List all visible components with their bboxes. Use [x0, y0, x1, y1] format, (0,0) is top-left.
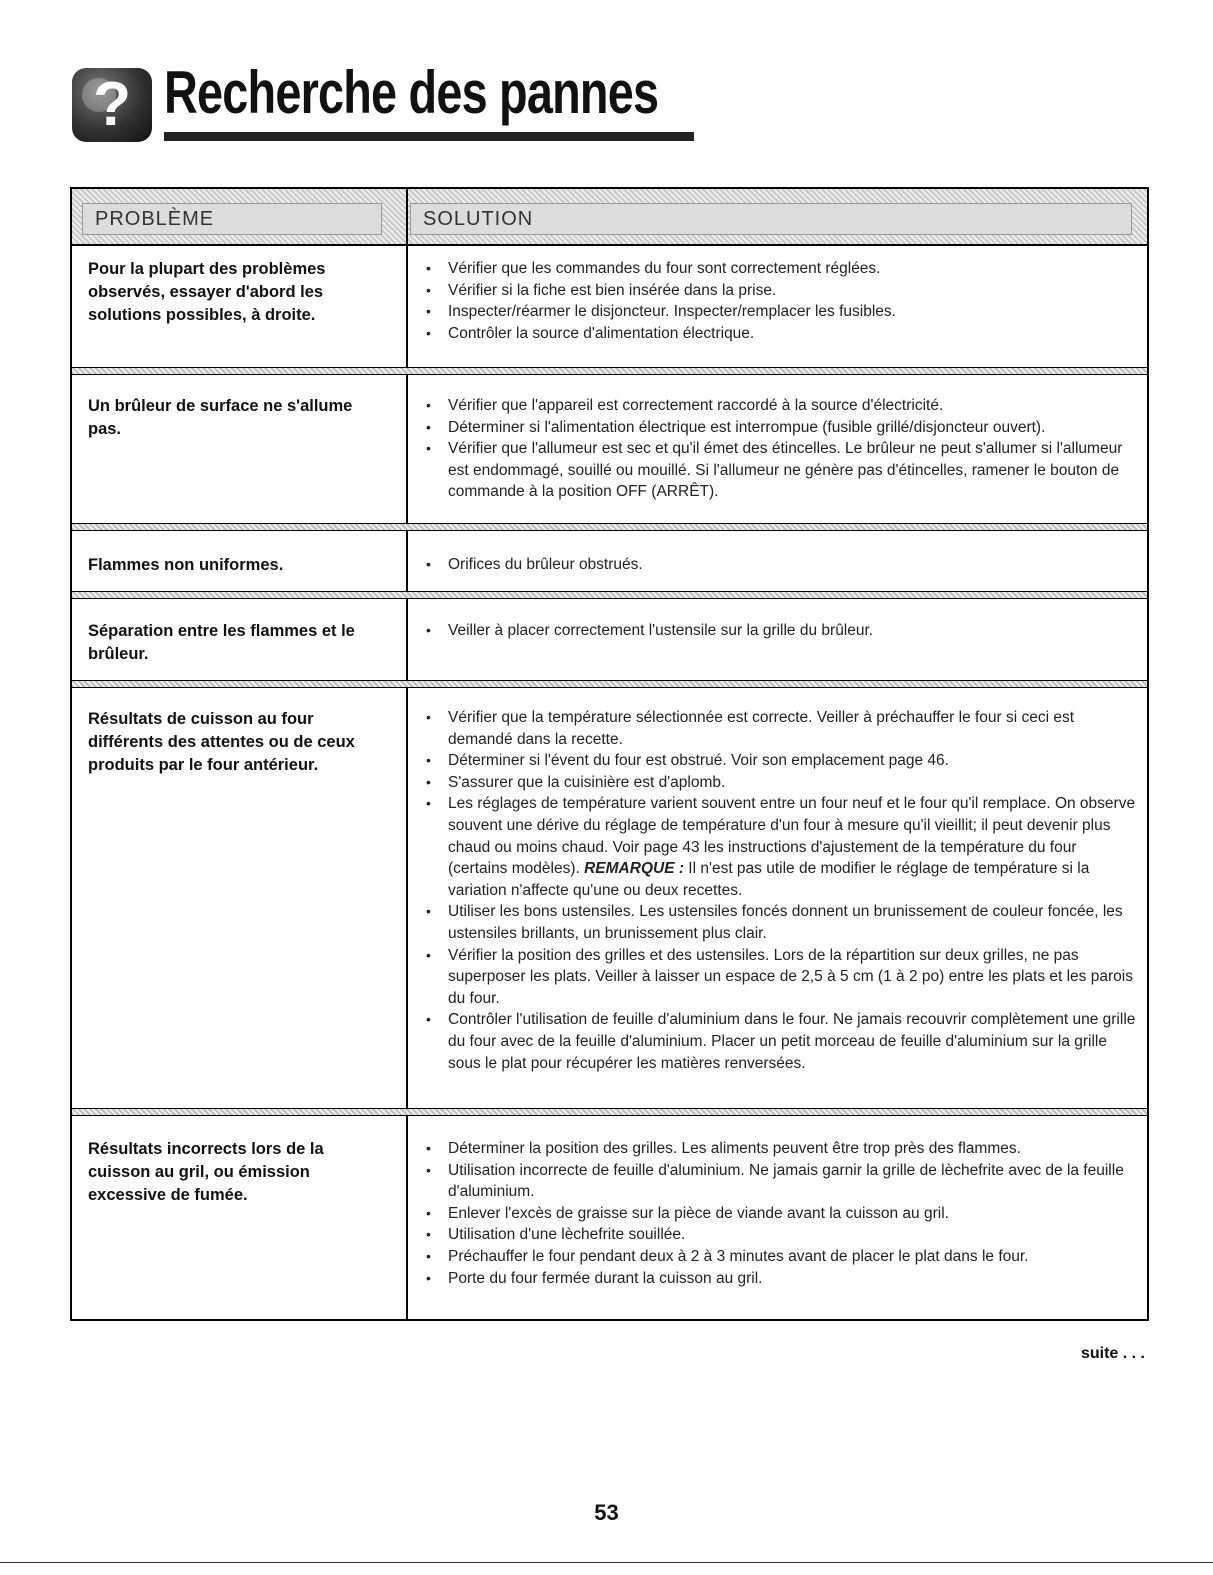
solution-item: • Vérifier si la fiche est bien insérée dans la prise.	[426, 280, 1136, 302]
row-divider	[72, 1108, 1147, 1116]
continued-label: suite . . .	[1080, 1345, 1145, 1362]
solution-list	[426, 620, 1136, 642]
solution-item: • Veiller à placer correctement l'ustensile sur la grille du brûleur.	[426, 620, 1136, 642]
solution-item: • Contrôler l'utilisation de feuille d'aluminium dans le four. Ne jamais recouvrir complètement une grille du four avec de la feuille d'aluminium. Placer un petit morceau de feuille d'aluminium sur la grille sous le plat pour récupérer les matières renversées.	[426, 1009, 1136, 1074]
solution-item: • Vérifier que la température sélectionnée est correcte. Veiller à préchauffer le four si ceci est demandé dans la recette.	[426, 707, 1136, 750]
problem-text: Flammes non uniformes.	[88, 556, 284, 574]
table-row	[72, 1116, 1147, 1319]
troubleshooting-table	[70, 187, 1149, 1321]
row-divider	[72, 367, 1147, 375]
solution-item: • Porte du four fermée durant la cuisson au gril.	[426, 1268, 1136, 1290]
solution-item: • Utiliser les bons ustensiles. Les ustensiles foncés donnent un brunissement de couleur foncée, les ustensiles brillants, un brunissement plus clair.	[426, 901, 1136, 944]
solution-item: • Vérifier que l'allumeur est sec et qu'il émet des étincelles. Le brûleur ne peut s'allumer si l'allumeur est endommagé, souillé ou mouillé. Si l'allumeur ne génère pas d'étincelles, ramener le bouton de commande à la position OFF (ARRÊT).	[426, 438, 1136, 503]
solution-item: • Déterminer si l'évent du four est obstrué. Voir son emplacement page 46.	[426, 750, 1136, 772]
solution-list	[426, 554, 1136, 576]
problem-text: Résultats incorrects lors de la cuisson au gril, ou émission excessive de fumée.	[88, 1140, 324, 1204]
solution-item	[426, 793, 1136, 901]
question-mark-glyph: ?	[93, 70, 131, 139]
table-header	[72, 189, 1147, 246]
page-header	[72, 59, 659, 152]
problem-text: Pour la plupart des problèmes observés, essayer d'abord les solutions possibles, à droite.	[88, 260, 326, 324]
solution-item: • Vérifier que l'appareil est correctement raccordé à la source d'électricité.	[426, 395, 1136, 417]
solution-list	[426, 258, 1136, 344]
column-header-problem: PROBLÈME	[82, 203, 382, 235]
solution-text: Il n'est pas utile de modifier le réglage de température si la variation n'affecte qu'une ou deux recettes.	[448, 860, 1090, 899]
solution-item: • Inspecter/réarmer le disjoncteur. Inspecter/remplacer les fusibles.	[426, 301, 1136, 323]
bottom-rule	[0, 1562, 1213, 1563]
title-underline	[164, 132, 694, 141]
solution-list	[426, 707, 1136, 1074]
question-mark-icon	[72, 68, 152, 142]
solution-item: • Préchauffer le four pendant deux à 2 à 3 minutes avant de placer le plat dans le four.	[426, 1246, 1136, 1268]
table-row	[72, 599, 1147, 681]
page-number: 53	[594, 1500, 619, 1525]
solution-item: • Vérifier la position des grilles et des ustensiles. Lors de la répartition sur deux grilles, ne pas superposer les plats. Veiller à laisser un espace de 2,5 à 5 cm (1 à 2 po) entre les plats et les parois du four.	[426, 945, 1136, 1010]
solution-item: • Utilisation d'une lèchefrite souillée.	[426, 1224, 1136, 1246]
problem-text: Un brûleur de surface ne s'allume pas.	[88, 397, 353, 438]
solution-list	[426, 395, 1136, 503]
row-divider	[72, 680, 1147, 688]
page-title: Recherche des pannes	[164, 59, 659, 126]
solution-item: • Vérifier que les commandes du four sont correctement réglées.	[426, 258, 1136, 280]
solution-item: • Orifices du brûleur obstrués.	[426, 554, 1136, 576]
row-divider	[72, 523, 1147, 531]
problem-text: Séparation entre les flammes et le brûleur.	[88, 622, 355, 663]
row-divider	[72, 591, 1147, 599]
table-row	[72, 688, 1147, 1110]
table-row	[72, 375, 1147, 523]
table-row	[72, 531, 1147, 593]
problem-text: Résultats de cuisson au four différents des attentes ou de ceux produits par le four antérieur.	[88, 710, 355, 774]
table-row	[72, 244, 1147, 369]
solution-item: • Enlever l'excès de graisse sur la pièce de viande avant la cuisson au gril.	[426, 1203, 1136, 1225]
solution-item: • S'assurer que la cuisinière est d'aplomb.	[426, 772, 1136, 794]
solution-list	[426, 1138, 1136, 1289]
solution-item: • Déterminer si l'alimentation électrique est interrompue (fusible grillé/disjoncteur ouvert).	[426, 417, 1136, 439]
remarque-label: REMARQUE :	[584, 860, 684, 878]
solution-text: Les réglages de température varient souvent entre un four neuf et le four qu'il remplace. On observe souvent une dérive du réglage de température d'un four à mesure qu'il vieillit; il peut devenir plus chaud ou moins chaud. Voir page 43 les instructions d'ajustement de la température du four (certains modèles).	[448, 795, 1136, 878]
solution-item: • Déterminer la position des grilles. Les aliments peuvent être trop près des flammes.	[426, 1138, 1136, 1160]
solution-item: • Utilisation incorrecte de feuille d'aluminium. Ne jamais garnir la grille de lèchefrite avec de la feuille d'aluminium.	[426, 1160, 1136, 1203]
solution-item: • Contrôler la source d'alimentation électrique.	[426, 323, 1136, 345]
column-header-solution: SOLUTION	[410, 203, 1132, 235]
